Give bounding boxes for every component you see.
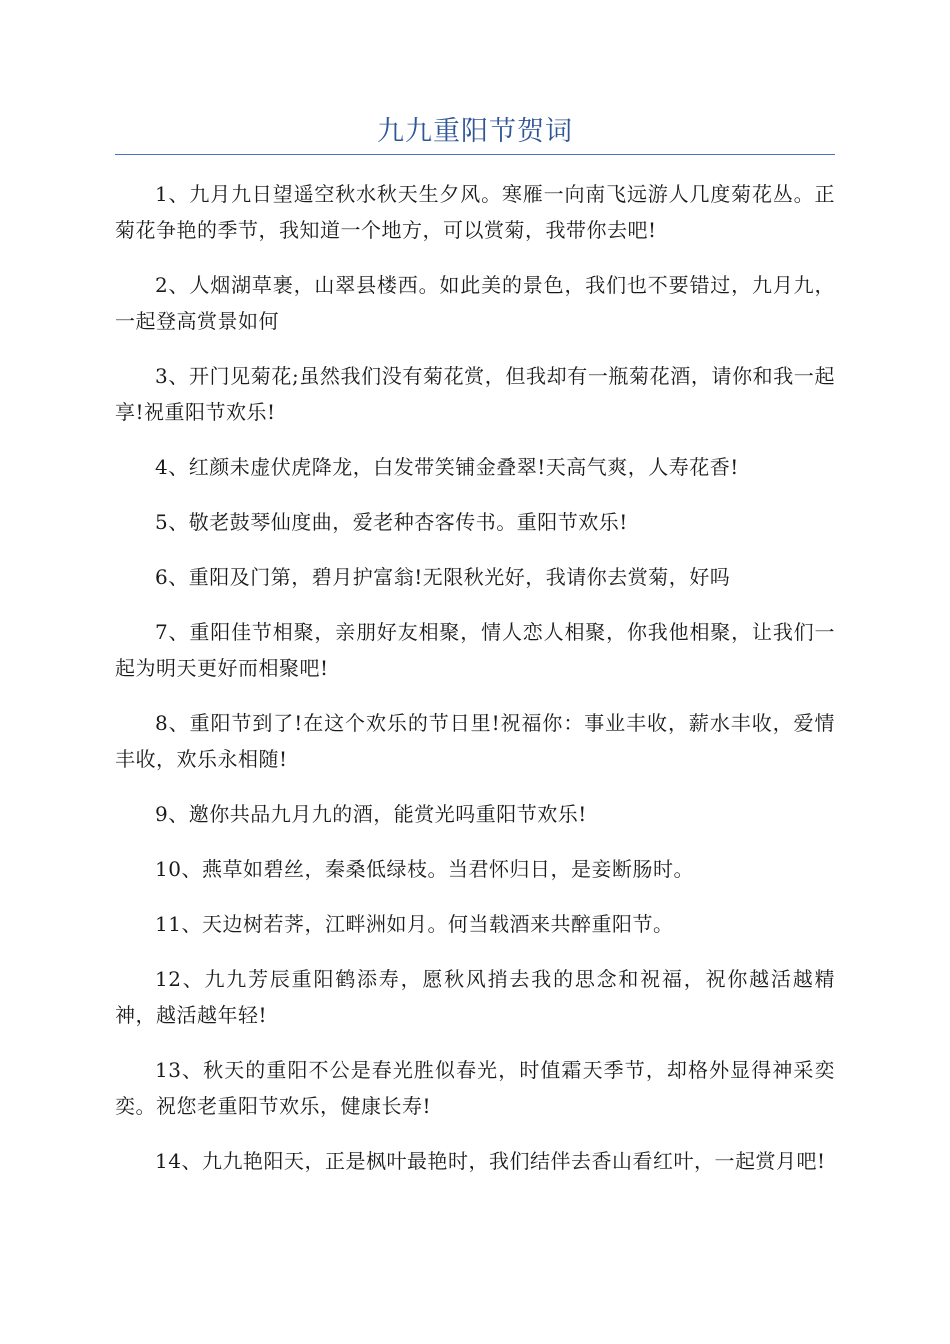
paragraph: 13、秋天的重阳不公是春光胜似春光，时值霜天季节，却格外显得神采奕奕。祝您老重阳节欢乐，健康长寿!: [115, 1058, 835, 1118]
paragraph: 8、重阳节到了!在这个欢乐的节日里!祝福你：事业丰收，薪水丰收，爱情丰收，欢乐永相随!: [115, 711, 835, 771]
title-underline: [115, 154, 835, 155]
paragraph: 4、红颜未虚伏虎降龙，白发带笑铺金叠翠!天高气爽，人寿花香!: [155, 455, 739, 479]
paragraph: 14、九九艳阳天，正是枫叶最艳时，我们结伴去香山看红叶，一起赏月吧!: [155, 1149, 826, 1173]
paragraph: 6、重阳及门第，碧月护富翁!无限秋光好，我请你去赏菊，好吗: [155, 565, 731, 589]
paragraph: 10、燕草如碧丝，秦桑低绿枝。当君怀归日，是妾断肠时。: [155, 857, 694, 881]
paragraph: 7、重阳佳节相聚，亲朋好友相聚，情人恋人相聚，你我他相聚，让我们一起为明天更好而相聚吧!: [115, 620, 835, 680]
paragraph: 5、敬老鼓琴仙度曲，爱老种杏客传书。重阳节欢乐!: [155, 510, 628, 534]
paragraph: 1、九月九日望遥空秋水秋天生夕风。寒雁一向南飞远游人几度菊花丛。正菊花争艳的季节，我知道一个地方，可以赏菊，我带你去吧!: [115, 182, 835, 242]
paragraph: 11、天边树若荠，江畔洲如月。何当载酒来共醉重阳节。: [155, 912, 674, 936]
paragraph: 2、人烟湖草裹，山翠县楼西。如此美的景色，我们也不要错过，九月九，一起登高赏景如何: [115, 273, 835, 333]
paragraph: 3、开门见菊花;虽然我们没有菊花赏，但我却有一瓶菊花酒，请你和我一起享!祝重阳节欢乐!: [115, 364, 835, 424]
paragraph: 9、邀你共品九月九的酒，能赏光吗重阳节欢乐!: [155, 802, 587, 826]
document-body: [115, 176, 835, 1198]
paragraph: 12、九九芳辰重阳鹤添寿，愿秋风捎去我的思念和祝福，祝你越活越精神，越活越年轻!: [115, 967, 835, 1027]
document-title: 九九重阳节贺词: [377, 116, 573, 147]
